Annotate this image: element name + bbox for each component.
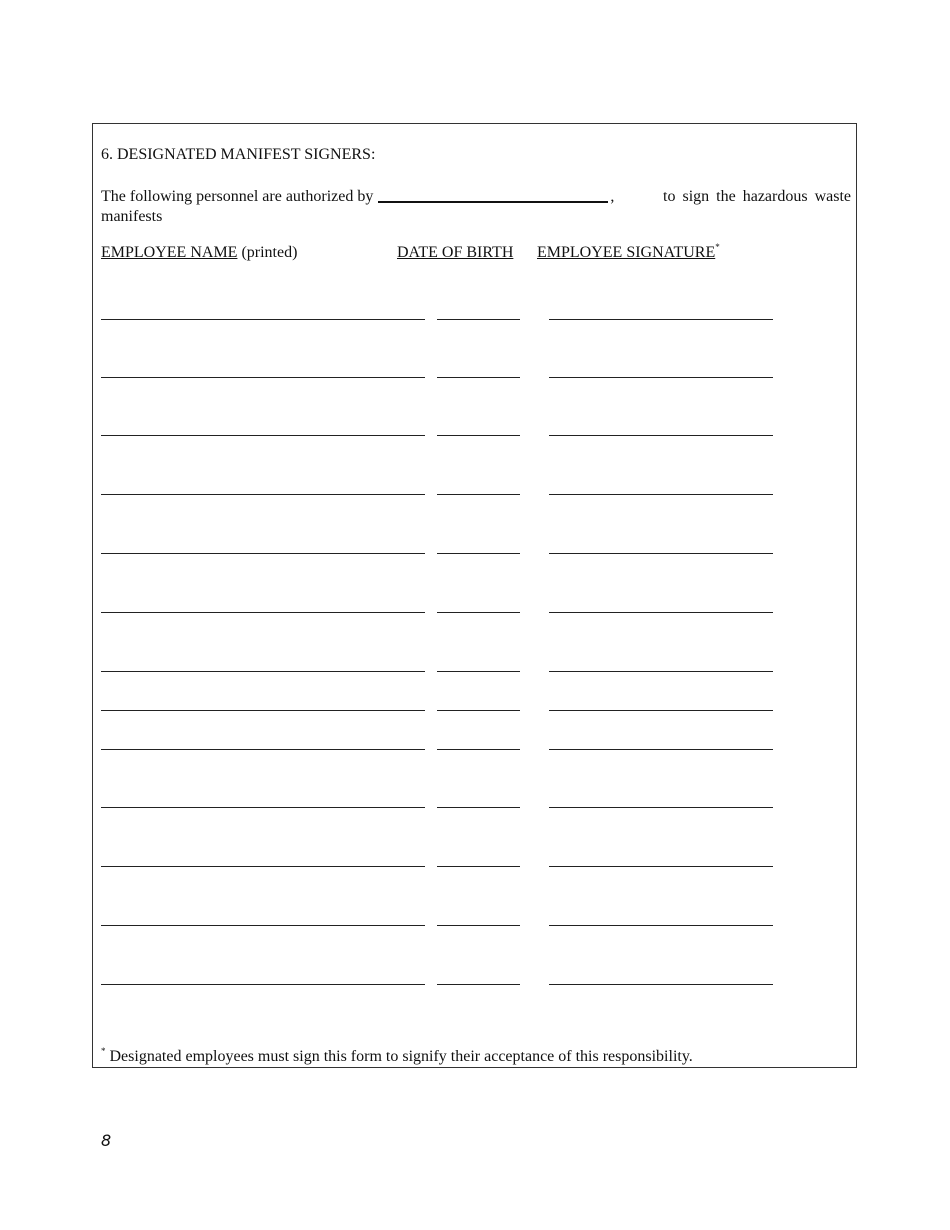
employee-name-line[interactable] [101,984,425,985]
date-of-birth-line[interactable] [437,319,520,320]
signature-footnote-marker: * [715,242,720,252]
date-of-birth-line[interactable] [437,612,520,613]
employee-signature-line[interactable] [549,807,773,808]
date-of-birth-line[interactable] [437,671,520,672]
page-number: 8 [101,1131,112,1150]
employee-name-line[interactable] [101,319,425,320]
authorization-statement [101,185,851,227]
employee-name-line[interactable] [101,435,425,436]
employee-signature-line[interactable] [549,671,773,672]
employee-signature-line[interactable] [549,612,773,613]
employee-signature-line[interactable] [549,866,773,867]
employee-name-line[interactable] [101,377,425,378]
employee-signature-line[interactable] [549,925,773,926]
employee-name-line[interactable] [101,866,425,867]
employee-signature-line[interactable] [549,984,773,985]
date-of-birth-line[interactable] [437,866,520,867]
employee-signature-line[interactable] [549,749,773,750]
footnote-text: Designated employees must sign this form to signify their acceptance of this responsibility. [105,1048,693,1065]
date-of-birth-line[interactable] [437,749,520,750]
employee-name-line[interactable] [101,710,425,711]
employee-name-line[interactable] [101,612,425,613]
employee-name-label: EMPLOYEE NAME [101,244,238,261]
date-of-birth-line[interactable] [437,925,520,926]
employee-name-line[interactable] [101,925,425,926]
section-title: 6. DESIGNATED MANIFEST SIGNERS: [101,146,376,163]
date-of-birth-line[interactable] [437,807,520,808]
date-of-birth-header [397,244,513,262]
date-of-birth-line[interactable] [437,984,520,985]
authorizing-party-field[interactable] [378,187,608,203]
authorization-end-text: to sign the hazardous waste [663,188,851,205]
date-of-birth-line[interactable] [437,494,520,495]
manifest-signers-form [92,123,857,1068]
employee-signature-line[interactable] [549,377,773,378]
authorization-lead-text: The following personnel are authorized by [101,188,374,205]
employee-signature-header [537,244,720,262]
employee-name-header [101,244,297,262]
authorization-comma: , [610,188,615,205]
employee-name-line[interactable] [101,494,425,495]
employee-signature-line[interactable] [549,710,773,711]
employee-name-suffix: (printed) [237,244,298,261]
date-of-birth-label: DATE OF BIRTH [397,244,514,261]
employee-name-line[interactable] [101,671,425,672]
footnote-marker: * [101,1046,106,1056]
footnote [101,1048,693,1066]
employee-name-line[interactable] [101,749,425,750]
employee-signature-line[interactable] [549,319,773,320]
date-of-birth-line[interactable] [437,553,520,554]
employee-signature-line[interactable] [549,494,773,495]
employee-name-line[interactable] [101,553,425,554]
employee-signature-line[interactable] [549,553,773,554]
employee-signature-line[interactable] [549,435,773,436]
date-of-birth-line[interactable] [437,377,520,378]
employee-name-line[interactable] [101,807,425,808]
employee-signature-label: EMPLOYEE SIGNATURE [537,244,716,261]
date-of-birth-line[interactable] [437,710,520,711]
date-of-birth-line[interactable] [437,435,520,436]
authorization-continuation: manifests [101,208,163,225]
